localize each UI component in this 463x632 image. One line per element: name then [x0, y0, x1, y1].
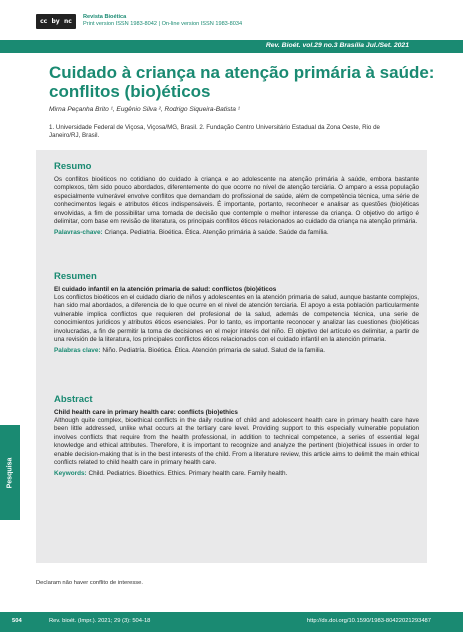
- resumen-keywords-label: Palabras clave:: [54, 347, 101, 355]
- by-icon: by: [51, 17, 60, 25]
- abstract-keywords: [54, 470, 419, 478]
- article-title: Cuidado à criança na atenção primária à saúde: conflitos (bio)éticos: [49, 63, 435, 101]
- abstract-body: Although quite complex, bioethical conflicts in the daily routine of child and adolescent health care in primary health care have been little addressed, unlike what occurs at the tertiary care level. Providing support to this especially vulnerable population involves conflicts that require from the health professional, in addition to technical competence, a series of essential legal knowledge and ethical attributes. Therefore, it is important to recognize and analyze the pertinent (bio)ethical issues in order to enable decision-making that is in the best interests of the child. From a literature review, this article aims to delimit the main ethical conflicts related to child health care in primary health care.: [54, 417, 419, 467]
- journal-citation: Rev. Bioét. vol.29 no.3 Brasília Jul./Set. 2021: [265, 42, 409, 49]
- cc-icon: cc: [40, 17, 48, 25]
- resumo-keywords-label: Palavras-chave:: [54, 229, 103, 237]
- abstract-subtitle: Child health care in primary health care: conflicts (bio)ethics: [54, 409, 238, 416]
- section-side-tab: [0, 425, 20, 520]
- nc-icon: nc: [64, 17, 72, 25]
- journal-info: [83, 14, 242, 28]
- resumo-body: Os conflitos bioéticos no cotidiano do cuidado à criança e ao adolescente na atenção primária à saúde, embora bastante complexos, têm sido pouco abordados, diferentemente do que ocorre no nível de atenção terciária. O amparo a essa população especialmente vulnerável envolve conflitos que demandam do profissional de saúde, além de competência técnica, uma série de conhecimentos legais e atributos éticos indispensáveis. É importante, portanto, reconhecer e analisar as questões (bio)éticas envolvidas, a fim de possibilitar uma tomada de decisão que contemple o melhor interesse da criança. O objetivo do artigo é delimitar, com base em revisão de literatura, os principais conflitos éticos relacionados ao cuidado da criança na atenção primária.: [54, 176, 419, 226]
- authors: Mirna Peçanha Brito ¹, Eugênio Silva ², Rodrigo Siqueira-Batista ¹: [49, 106, 240, 113]
- abstract-keywords-text: Child. Pediatrics. Bioethics. Ethics. Primary health care. Family health.: [88, 470, 288, 478]
- abstract-heading: Abstract: [54, 394, 93, 405]
- resumo-keywords-text: Criança. Pediatria. Bioética. Ética. Atenção primária à saúde. Saúde da família.: [104, 229, 329, 237]
- footer-reference: Rev. bioét. (Impr.). 2021; 29 (3): 504-18: [49, 618, 151, 624]
- resumen-subtitle: El cuidado infantil en la atención primaria de salud: conflictos (bio)éticos: [54, 286, 277, 293]
- resumo-heading: Resumo: [54, 161, 92, 172]
- issn-line: Print version ISSN 1983-8042 | On-line version ISSN 1983-8034: [83, 21, 243, 27]
- resumen-heading: Resumen: [54, 271, 97, 282]
- citation-bar: [0, 40, 463, 53]
- page-footer: [0, 612, 463, 632]
- page-number: 504: [12, 618, 22, 624]
- resumo-keywords: [54, 229, 419, 237]
- doi-link[interactable]: http://dx.doi.org/10.1590/1983-80422021293487: [306, 618, 431, 624]
- conflict-of-interest-statement: Declaram não haver conflito de interesse.: [36, 580, 143, 586]
- resumen-keywords: [54, 347, 419, 355]
- abstract-keywords-label: Keywords:: [54, 470, 87, 478]
- side-tab-label: Pesquisa: [6, 457, 14, 488]
- resumen-section: [54, 271, 419, 356]
- resumen-keywords-text: Niño. Pediatría. Bioética. Ética. Atención primaria de salud. Salud de la familia.: [102, 347, 326, 355]
- affiliations: 1. Universidade Federal de Viçosa, Viçosa/MG, Brasil. 2. Fundação Centro Universitário Estadual da Zona Oeste, Rio de Janeiro/RJ, Brasil.: [49, 124, 380, 139]
- abstract-section: [54, 394, 419, 479]
- journal-name: Revista Bioética: [83, 14, 127, 20]
- resumen-body: Los conflictos bioéticos en el cuidado diario de niños y adolescentes en la atención primaria de salud, aunque bastante complejos, han sido mal abordados, a diferencia de lo que ocurre en el nivel de atención terciaria. El apoyo a esta población particularmente vulnerable implica conflictos que requieren del profesional de la salud, además de competencia técnica, una serie de conocimientos jurídicos y atributos éticos esenciales. Por lo tanto, es importante reconocer y analizar las cuestiones (bio)éticas involucradas, a fin de permitir la toma de decisiones en el mejor interés del niño. El objetivo del artículo es delimitar, a partir de una revisión de la literatura, los principales conflictos éticos relacionados con el cuidado infantil en la atención primaria.: [54, 294, 419, 344]
- resumo-section: [54, 161, 419, 238]
- creative-commons-license-badge[interactable]: [36, 14, 76, 29]
